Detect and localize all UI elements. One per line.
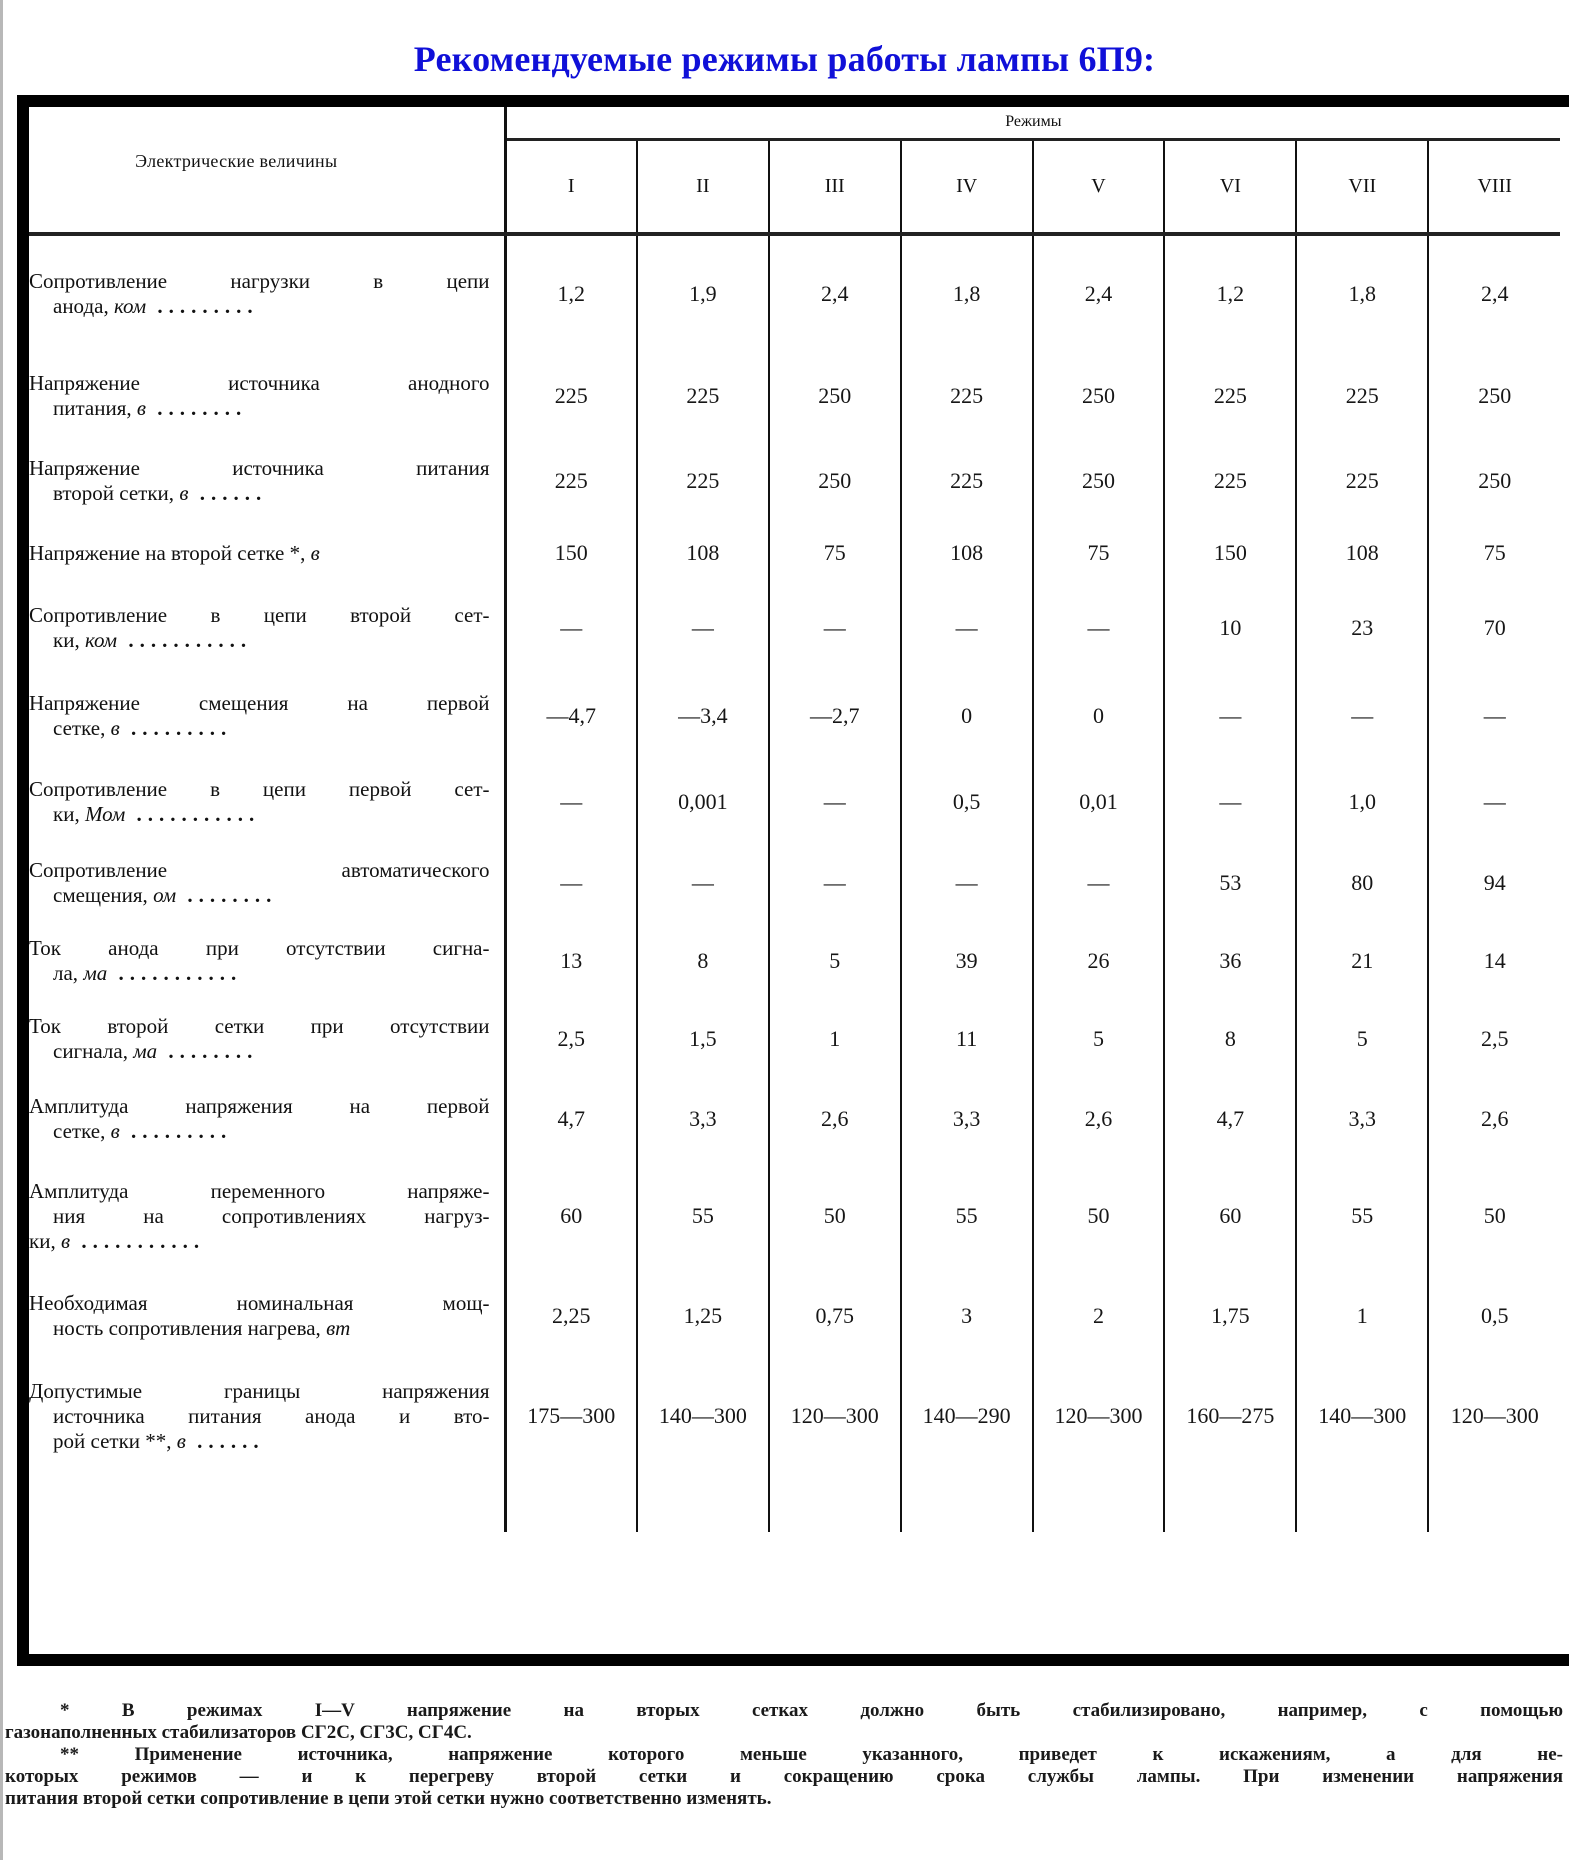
value-cell-mode-III: 5 bbox=[769, 922, 901, 1000]
value-cell-mode-II: 0,001 bbox=[637, 760, 769, 844]
row-unit: ком bbox=[113, 294, 147, 318]
row-unit: в bbox=[60, 1228, 71, 1253]
row-label-line-1: Ток анода при отсутствии сигна- bbox=[29, 936, 490, 960]
row-label-tail bbox=[29, 961, 490, 986]
row-label-line-2: ки, bbox=[53, 628, 80, 652]
value-cell-mode-VII: 5 bbox=[1296, 1000, 1428, 1078]
row-unit: ом bbox=[153, 883, 177, 907]
table-row bbox=[29, 672, 1560, 760]
row-label-tail bbox=[29, 716, 490, 741]
row-label-tail bbox=[29, 1316, 490, 1341]
row-label-line-2: ность сопротивления нагрева, bbox=[53, 1316, 321, 1340]
spacer-cell bbox=[637, 1472, 769, 1532]
row-unit: в bbox=[110, 1119, 120, 1143]
value-cell-mode-VII: 225 bbox=[1296, 440, 1428, 522]
value-cell-mode-V: 26 bbox=[1033, 922, 1165, 1000]
row-label-line-1: Сопротивление в цепи второй сет- bbox=[29, 603, 490, 627]
table-row bbox=[29, 1360, 1560, 1472]
value-cell-mode-VII: 23 bbox=[1296, 584, 1428, 672]
value-cell-mode-IV: 225 bbox=[901, 440, 1033, 522]
row-label-line-2: ла, bbox=[53, 961, 79, 985]
value-cell-mode-II: 8 bbox=[637, 922, 769, 1000]
value-cell-mode-V: 2 bbox=[1033, 1272, 1165, 1360]
value-cell-mode-VI: 1,75 bbox=[1164, 1272, 1296, 1360]
value-cell-mode-VIII: 0,5 bbox=[1480, 1303, 1509, 1328]
value-cell-mode-VII: 108 bbox=[1296, 522, 1428, 584]
spacer-cell bbox=[1033, 1472, 1165, 1532]
value-cell-mode-I: 4,7 bbox=[505, 1078, 637, 1160]
row-label-tail bbox=[29, 294, 490, 319]
row-label-line-2: сигнала, bbox=[53, 1039, 128, 1063]
value-cell-mode-VI: — bbox=[1164, 760, 1296, 844]
value-cell-mode-IV: 3,3 bbox=[901, 1078, 1033, 1160]
row-label-line-2: смещения, bbox=[53, 883, 148, 907]
value-cell-mode-III: — bbox=[769, 584, 901, 672]
row-label-line-1: Ток второй сетки при отсутствии bbox=[29, 1014, 490, 1038]
value-cell-mode-I: 175—300 bbox=[505, 1360, 637, 1472]
spacer-cell bbox=[1164, 1472, 1296, 1532]
leader-dots: ........ bbox=[176, 883, 278, 907]
leader-dots: ......... bbox=[146, 294, 259, 318]
footnote-1-line-2: газонаполненных стабилизаторов СГ2С, СГ3С, СГ4С. bbox=[5, 1722, 472, 1743]
value-cell-mode-III: 1 bbox=[769, 1000, 901, 1078]
row-unit: Мом bbox=[84, 802, 126, 826]
row-label-single bbox=[29, 541, 490, 566]
value-cell-mode-I: 150 bbox=[505, 522, 637, 584]
table-row bbox=[29, 440, 1560, 522]
value-cell-mode-III: 120—300 bbox=[769, 1360, 901, 1472]
leader-dots: ........... bbox=[107, 961, 243, 985]
value-cell-mode-II: 108 bbox=[637, 522, 769, 584]
value-cell-mode-VIII: 14 bbox=[1483, 948, 1506, 973]
mode-header: I bbox=[505, 139, 637, 234]
value-cell-mode-VIII: 250 bbox=[1478, 383, 1512, 408]
row-label-tail bbox=[29, 1229, 490, 1254]
mode-header: V bbox=[1033, 139, 1165, 234]
row-unit: в bbox=[310, 540, 320, 565]
value-cell-mode-VII: 1,8 bbox=[1296, 234, 1428, 352]
value-cell-mode-I: — bbox=[505, 584, 637, 672]
header-modes-group: Режимы bbox=[505, 107, 1560, 139]
value-cell-mode-VII: 21 bbox=[1296, 922, 1428, 1000]
value-cell-mode-II: 1,5 bbox=[637, 1000, 769, 1078]
row-unit: ком bbox=[84, 628, 118, 652]
value-cell-mode-III: 50 bbox=[769, 1160, 901, 1272]
spacer-cell bbox=[769, 1472, 901, 1532]
row-label-line-1: Сопротивление автоматического bbox=[29, 858, 490, 882]
row-label bbox=[29, 922, 505, 1000]
row-label bbox=[29, 1000, 505, 1078]
spacer-cell bbox=[29, 1472, 505, 1532]
row-label bbox=[29, 1160, 505, 1272]
value-cell-mode-VIII: 2,5 bbox=[1480, 1026, 1509, 1051]
table-row bbox=[29, 522, 1560, 584]
table-row bbox=[29, 844, 1560, 922]
table-row bbox=[29, 760, 1560, 844]
row-label-line-3: ки, bbox=[29, 1228, 56, 1253]
value-cell-mode-VII: 1,0 bbox=[1296, 760, 1428, 844]
value-cell-mode-III: 2,4 bbox=[769, 234, 901, 352]
value-cell-mode-III: 75 bbox=[769, 522, 901, 584]
spacer-cell bbox=[901, 1472, 1033, 1532]
modes-table bbox=[29, 107, 1560, 1532]
row-label-line-2: анода, bbox=[53, 294, 109, 318]
value-cell-mode-VII: — bbox=[1296, 672, 1428, 760]
row-unit: в bbox=[110, 716, 120, 740]
value-cell-mode-I: 2,25 bbox=[505, 1272, 637, 1360]
value-cell-mode-VI: 225 bbox=[1164, 352, 1296, 440]
value-cell-mode-VI: 4,7 bbox=[1164, 1078, 1296, 1160]
value-cell-mode-IV: 0 bbox=[901, 672, 1033, 760]
value-cell-mode-VI: 36 bbox=[1164, 922, 1296, 1000]
footnote-2-line-2: которых режимов — и к перегреву второй сетки и сокращению срока службы лампы. При изменении напряжения bbox=[5, 1766, 1563, 1787]
value-cell-mode-IV: — bbox=[901, 844, 1033, 922]
value-cell-mode-I: — bbox=[505, 760, 637, 844]
row-label bbox=[29, 672, 505, 760]
row-label-line-1: Напряжение источника анодного bbox=[29, 371, 490, 395]
value-cell-mode-VIII: 94 bbox=[1483, 870, 1506, 895]
value-cell-mode-IV: 39 bbox=[901, 922, 1033, 1000]
value-cell-mode-V: — bbox=[1033, 844, 1165, 922]
value-cell-mode-III: — bbox=[769, 844, 901, 922]
table-row bbox=[29, 922, 1560, 1000]
row-label bbox=[29, 440, 505, 522]
row-unit: ма bbox=[133, 1039, 158, 1063]
value-cell-mode-VI: 8 bbox=[1164, 1000, 1296, 1078]
row-label-line-1: Сопротивление в цепи первой сет- bbox=[29, 777, 490, 801]
row-label-line-2: второй сетки, bbox=[53, 481, 175, 505]
value-cell-mode-III: 0,75 bbox=[769, 1272, 901, 1360]
row-label-line-1: Необходимая номинальная мощ- bbox=[29, 1291, 490, 1315]
table-row bbox=[29, 352, 1560, 440]
value-cell-mode-IV: 108 bbox=[901, 522, 1033, 584]
leader-dots: ......... bbox=[119, 716, 233, 740]
value-cell-mode-I: 13 bbox=[505, 922, 637, 1000]
row-unit: в bbox=[179, 481, 189, 505]
row-unit: вт bbox=[326, 1316, 351, 1340]
value-cell-mode-I: 225 bbox=[505, 440, 637, 522]
header-electrical-quantities bbox=[29, 107, 505, 234]
row-label-line-1: Напряжение смещения на первой bbox=[29, 691, 490, 715]
mode-header: III bbox=[769, 139, 901, 234]
mode-header: VII bbox=[1296, 139, 1428, 234]
value-cell-mode-I: 1,2 bbox=[505, 234, 637, 352]
footnote-2-line-3: питания второй сетки сопротивление в цепи этой сетки нужно соответственно изменять. bbox=[5, 1788, 772, 1809]
row-label-line-1: Амплитуда напряжения на первой bbox=[29, 1094, 490, 1118]
value-cell-mode-I: — bbox=[505, 844, 637, 922]
page-title: Рекомендуемые режимы работы лампы 6П9: bbox=[413, 39, 1156, 80]
row-label bbox=[29, 584, 505, 672]
mode-header: VIII bbox=[1428, 139, 1560, 234]
value-cell-mode-II: — bbox=[637, 584, 769, 672]
value-cell-mode-I: 2,5 bbox=[505, 1000, 637, 1078]
value-cell-mode-VI: 160—275 bbox=[1164, 1360, 1296, 1472]
value-cell-mode-V: 2,6 bbox=[1033, 1078, 1165, 1160]
value-cell-mode-II: 55 bbox=[637, 1160, 769, 1272]
footnote-2-line-1: ** Применение источника, напряжение которого меньше указанного, приведет к искажениям, а для не- bbox=[60, 1744, 1563, 1765]
value-cell-mode-III: — bbox=[769, 760, 901, 844]
row-label bbox=[29, 1360, 505, 1472]
value-cell-mode-VIII: 75 bbox=[1483, 540, 1506, 565]
value-cell-mode-VII: 140—300 bbox=[1296, 1360, 1428, 1472]
value-cell-mode-III: 250 bbox=[769, 440, 901, 522]
row-label-tail bbox=[29, 481, 490, 506]
row-unit: в bbox=[176, 1428, 186, 1453]
leader-dots: ......... bbox=[119, 1119, 233, 1143]
value-cell-mode-IV: 55 bbox=[901, 1160, 1033, 1272]
row-unit: ма bbox=[83, 961, 108, 985]
value-cell-mode-VIII: — bbox=[1483, 703, 1506, 728]
value-cell-mode-VI: 225 bbox=[1164, 440, 1296, 522]
value-cell-mode-VIII: — bbox=[1483, 789, 1506, 814]
row-label-line-1: Напряжение на второй сетке *, bbox=[29, 540, 306, 565]
value-cell-mode-III: —2,7 bbox=[769, 672, 901, 760]
value-cell-mode-VIII: 250 bbox=[1478, 468, 1512, 493]
value-cell-mode-VI: 60 bbox=[1164, 1160, 1296, 1272]
spacer-cell bbox=[505, 1472, 637, 1532]
value-cell-mode-II: —3,4 bbox=[637, 672, 769, 760]
value-cell-mode-V: 5 bbox=[1033, 1000, 1165, 1078]
table-row bbox=[29, 1078, 1560, 1160]
leader-dots: ........... bbox=[125, 802, 261, 826]
table-bottom-spacer bbox=[29, 1472, 1560, 1532]
value-cell-mode-VIII: 70 bbox=[1483, 615, 1506, 640]
value-cell-mode-IV: 11 bbox=[901, 1000, 1033, 1078]
row-label bbox=[29, 760, 505, 844]
value-cell-mode-VII: 55 bbox=[1296, 1160, 1428, 1272]
value-cell-mode-V: 0,01 bbox=[1033, 760, 1165, 844]
row-label-line-1: Допустимые границы напряжения bbox=[29, 1378, 490, 1403]
row-label-tail bbox=[29, 396, 490, 421]
leader-dots: ...... bbox=[185, 1428, 265, 1453]
value-cell-mode-IV: 140—290 bbox=[901, 1360, 1033, 1472]
row-label-tail bbox=[29, 883, 490, 908]
value-cell-mode-VII: 80 bbox=[1296, 844, 1428, 922]
value-cell-mode-VI: 150 bbox=[1164, 522, 1296, 584]
value-cell-mode-III: 250 bbox=[769, 352, 901, 440]
value-cell-mode-IV: 1,8 bbox=[901, 234, 1033, 352]
value-cell-mode-II: 225 bbox=[637, 440, 769, 522]
value-cell-mode-VI: 53 bbox=[1164, 844, 1296, 922]
value-cell-mode-IV: 3 bbox=[901, 1272, 1033, 1360]
value-cell-mode-VII: 1 bbox=[1296, 1272, 1428, 1360]
table-row bbox=[29, 1160, 1560, 1272]
row-label bbox=[29, 352, 505, 440]
value-cell-mode-I: —4,7 bbox=[505, 672, 637, 760]
row-label-line-1: Сопротивление нагрузки в цепи bbox=[29, 269, 490, 293]
value-cell-mode-VIII: 50 bbox=[1483, 1203, 1506, 1228]
row-label-line-2: ния на сопротивлениях нагруз- bbox=[53, 1203, 490, 1228]
value-cell-mode-V: — bbox=[1033, 584, 1165, 672]
row-label-tail bbox=[29, 1119, 490, 1144]
row-label-line-2: источника питания анода и вто- bbox=[53, 1403, 490, 1428]
row-label bbox=[29, 522, 505, 584]
row-label-line-2: сетке, bbox=[53, 1119, 106, 1143]
spacer-cell bbox=[1428, 1472, 1560, 1532]
row-label-tail bbox=[29, 1039, 490, 1064]
value-cell-mode-VI: 10 bbox=[1164, 584, 1296, 672]
value-cell-mode-I: 60 bbox=[505, 1160, 637, 1272]
table-row bbox=[29, 234, 1560, 352]
value-cell-mode-V: 75 bbox=[1033, 522, 1165, 584]
value-cell-mode-VII: 225 bbox=[1296, 352, 1428, 440]
value-cell-mode-VI: 1,2 bbox=[1164, 234, 1296, 352]
leader-dots: ........ bbox=[146, 396, 248, 420]
page-left-edge bbox=[0, 0, 3, 1860]
value-cell-mode-V: 2,4 bbox=[1033, 234, 1165, 352]
row-label bbox=[29, 234, 505, 352]
value-cell-mode-VII: 3,3 bbox=[1296, 1078, 1428, 1160]
value-cell-mode-IV: — bbox=[901, 584, 1033, 672]
row-label-line-2: сетке, bbox=[53, 716, 106, 740]
mode-header: II bbox=[637, 139, 769, 234]
value-cell-mode-I: 225 bbox=[505, 352, 637, 440]
row-label-line-2: ки, bbox=[53, 802, 80, 826]
mode-header: VI bbox=[1164, 139, 1296, 234]
table-body bbox=[29, 234, 1560, 1532]
leader-dots: ........... bbox=[117, 628, 253, 652]
row-label-line-2: питания, bbox=[53, 396, 132, 420]
row-label bbox=[29, 1078, 505, 1160]
row-label-line-3: рой сетки **, bbox=[53, 1428, 172, 1453]
row-label bbox=[29, 844, 505, 922]
mode-header: IV bbox=[901, 139, 1033, 234]
row-label bbox=[29, 1272, 505, 1360]
value-cell-mode-V: 250 bbox=[1033, 440, 1165, 522]
value-cell-mode-II: 140—300 bbox=[637, 1360, 769, 1472]
footnotes bbox=[5, 1700, 1563, 1810]
row-label-tail bbox=[29, 628, 490, 653]
value-cell-mode-VIII: 120—300 bbox=[1450, 1403, 1539, 1428]
value-cell-mode-II: 1,25 bbox=[637, 1272, 769, 1360]
row-unit: в bbox=[136, 396, 146, 420]
value-cell-mode-V: 0 bbox=[1033, 672, 1165, 760]
table-row bbox=[29, 1272, 1560, 1360]
value-cell-mode-VI: — bbox=[1164, 672, 1296, 760]
header-electrical-quantities-text: Электрические величины bbox=[135, 151, 338, 171]
table-row bbox=[29, 1000, 1560, 1078]
value-cell-mode-VIII: 2,6 bbox=[1480, 1106, 1509, 1131]
value-cell-mode-III: 2,6 bbox=[769, 1078, 901, 1160]
row-label-tail bbox=[29, 1429, 490, 1454]
table-row bbox=[29, 584, 1560, 672]
row-label-line-1: Напряжение источника питания bbox=[29, 456, 490, 480]
value-cell-mode-II: 1,9 bbox=[637, 234, 769, 352]
leader-dots: ........ bbox=[157, 1039, 259, 1063]
value-cell-mode-IV: 225 bbox=[901, 352, 1033, 440]
footnote-1-line-1: * В режимах I—V напряжение на вторых сетках должно быть стабилизировано, например, с помощью bbox=[60, 1700, 1563, 1721]
value-cell-mode-V: 120—300 bbox=[1033, 1360, 1165, 1472]
row-label-line-1: Амплитуда переменного напряже- bbox=[29, 1178, 490, 1203]
leader-dots: ...... bbox=[188, 481, 268, 505]
leader-dots: ........... bbox=[70, 1228, 206, 1253]
value-cell-mode-II: 3,3 bbox=[637, 1078, 769, 1160]
value-cell-mode-IV: 0,5 bbox=[901, 760, 1033, 844]
value-cell-mode-II: — bbox=[637, 844, 769, 922]
value-cell-mode-V: 50 bbox=[1033, 1160, 1165, 1272]
row-label-tail bbox=[29, 802, 490, 827]
value-cell-mode-II: 225 bbox=[637, 352, 769, 440]
value-cell-mode-V: 250 bbox=[1033, 352, 1165, 440]
value-cell-mode-VIII: 2,4 bbox=[1480, 281, 1509, 306]
spacer-cell bbox=[1296, 1472, 1428, 1532]
